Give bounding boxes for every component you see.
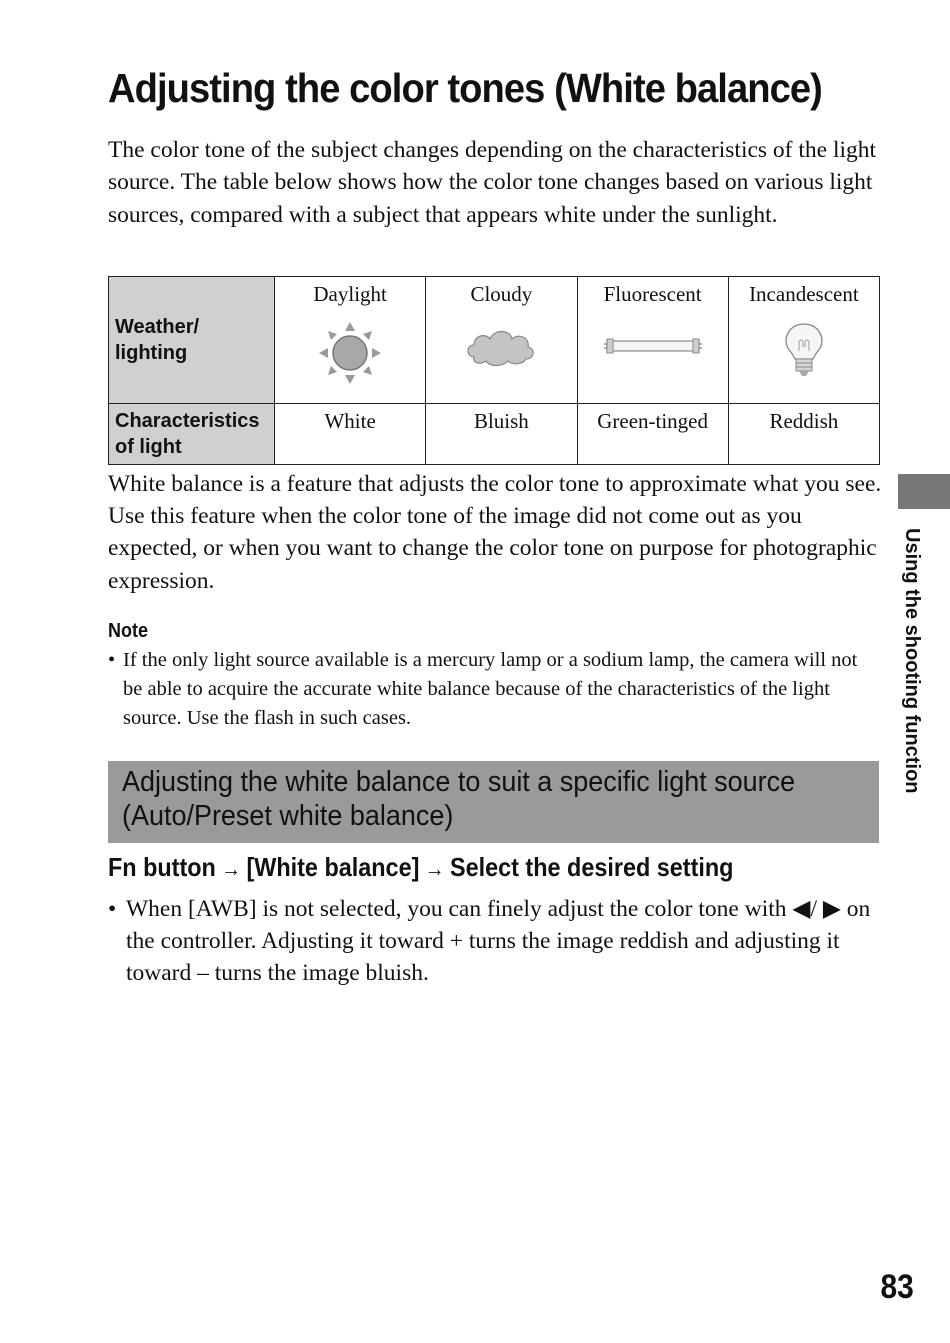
cell-incandescent [728,277,879,404]
cell-fluorescent [577,277,728,404]
light-source-table [108,276,880,465]
cell-reddish [728,404,879,465]
cell-daylight [275,277,426,404]
row-header-characteristics: Characteristics of light [109,404,275,465]
sun-icon [318,321,382,385]
chapter-tab [898,474,950,509]
row-header-weather: Weather/ lighting [109,277,275,404]
tip-item [108,893,886,989]
section-heading [108,761,879,843]
condition-label: Incandescent [749,282,859,306]
characteristic-value: Green-tinged [597,409,709,433]
fluorescent-tube-icon [603,321,703,371]
light-bulb-icon [782,321,826,379]
arrow-right-icon: → [221,856,242,881]
cloud-icon [464,321,538,371]
cell-cloudy [426,277,577,404]
table-row [109,277,880,404]
note-text: If the only light source available is a mercury lamp or a sodium lamp, the camera will not be able to acquire the accurate white balance because of the characteristics of the light source. Use the flash in such cases. [123,649,858,729]
condition-label: Daylight [313,282,387,306]
characteristic-value: Reddish [769,409,839,433]
cell-green-tinged [577,404,728,465]
step-fn-button: Fn button [108,852,216,882]
condition-label: Cloudy [470,282,533,306]
condition-label: Fluorescent [603,282,702,306]
table-row [109,404,880,465]
procedure-steps [108,850,810,886]
page-title: Adjusting the color tones (White balance) [108,65,822,111]
section-heading-line1: Adjusting the white balance to suit a specific light source [122,766,796,798]
bullet: • [108,649,116,671]
intro-paragraph: The color tone of the subject changes depending on the characteristics of the light source. The table below shows how the color tone changes based on various light sources, compared with a subject that appears white under the sunlight. [108,137,877,228]
cell-white [275,404,426,465]
characteristic-value: White [324,409,376,433]
chapter-label: Using the shooting function [901,528,923,794]
tip-text: When [AWB] is not selected, you can finely adjust the color tone with ◀/ ▶ on the controller. Adjusting it toward + turns the image reddish and adjusting it toward – turns the image bluish. [126,896,871,986]
characteristic-value: Bluish [473,409,529,433]
cell-bluish [426,404,577,465]
arrow-right-icon: → [424,856,445,881]
body-paragraph: White balance is a feature that adjusts the color tone to approximate what you see. Use this feature when the color tone of the image did not come out as you expected, or when you want to change the color tone on purpose for photographic expression. [108,471,882,594]
note-heading: Note [108,620,149,642]
step-white-balance: [White balance] [246,852,420,882]
note-item [108,646,873,733]
step-select-setting: Select the desired setting [449,852,734,882]
page-number: 83 [880,1268,914,1306]
bullet: • [108,896,117,922]
section-heading-line2: (Auto/Preset white balance) [122,800,454,832]
